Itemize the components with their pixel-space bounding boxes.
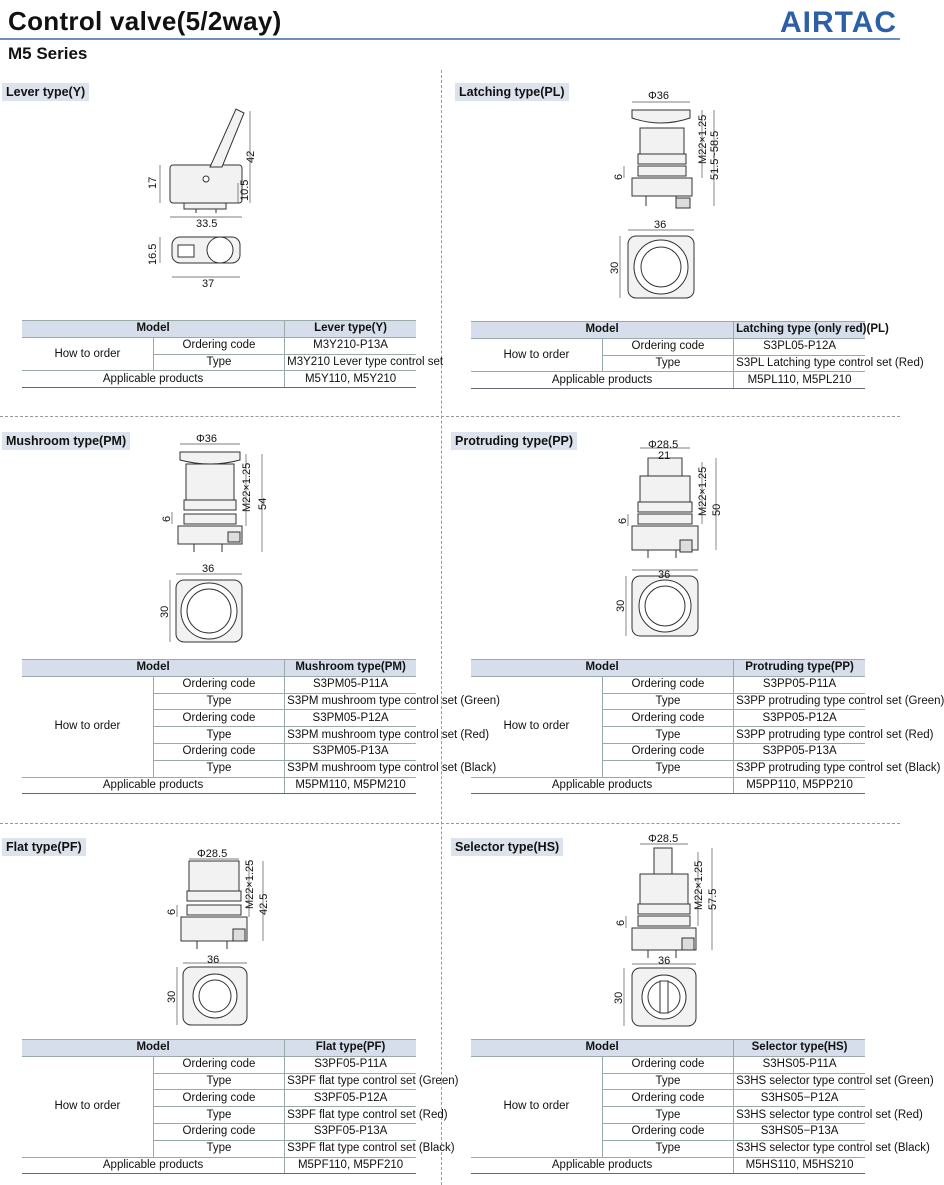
row-value: S3PF05-P13A bbox=[285, 1123, 416, 1140]
logo-text: AIRTAC bbox=[780, 6, 898, 39]
row-kind: Type bbox=[153, 354, 284, 371]
dim-lever-37: 37 bbox=[202, 278, 215, 290]
dim-latching-36: 36 bbox=[654, 219, 667, 231]
row-kind: Type bbox=[602, 760, 733, 777]
section-label-flat: Flat type(PF) bbox=[2, 838, 86, 856]
applicable-label: Applicable products bbox=[471, 1157, 734, 1174]
table-header: Flat type(PF) bbox=[285, 1040, 416, 1057]
applicable-value: M5Y110, M5Y210 bbox=[285, 371, 416, 388]
row-kind: Type bbox=[153, 1073, 284, 1090]
dim-flat-6: 6 bbox=[166, 908, 178, 915]
row-value: S3PL05-P12A bbox=[734, 338, 865, 355]
how-to-order-label: How to order bbox=[22, 337, 153, 371]
dim-mushroom-phi36: Φ36 bbox=[196, 433, 218, 445]
column-divider bbox=[441, 70, 442, 1185]
dim-selector-6: 6 bbox=[615, 919, 627, 926]
dim-mushroom-30: 30 bbox=[159, 605, 171, 618]
row-kind: Type bbox=[602, 727, 733, 744]
row-value: S3PM mushroom type control set (Black) bbox=[285, 760, 416, 777]
model-header: Model bbox=[471, 322, 734, 339]
row-value: S3PF05-P11A bbox=[285, 1056, 416, 1073]
dim-mushroom-m22: M22×1.25 bbox=[241, 462, 253, 512]
model-header: Model bbox=[471, 660, 734, 677]
dim-protruding-50: 50 bbox=[711, 503, 723, 516]
row-kind: Type bbox=[602, 1140, 733, 1157]
how-to-order-label: How to order bbox=[471, 676, 602, 777]
applicable-value: M5PM110, M5PM210 bbox=[285, 777, 416, 794]
row-kind: Type bbox=[602, 1073, 733, 1090]
dim-latching-m22: M22×1.25 bbox=[697, 114, 709, 164]
row-value: S3PM05-P11A bbox=[285, 676, 416, 693]
dim-flat-36: 36 bbox=[207, 954, 220, 966]
row-kind: Ordering code bbox=[153, 743, 284, 760]
latching-type-drawing bbox=[610, 88, 740, 303]
row-value: S3PP protruding type control set (Green) bbox=[734, 693, 865, 710]
latching-spec-table bbox=[471, 321, 924, 389]
dim-protruding-6: 6 bbox=[617, 517, 629, 524]
row-value: S3PF flat type control set (Green) bbox=[285, 1073, 416, 1090]
row-value: S3PF flat type control set (Red) bbox=[285, 1107, 416, 1124]
row-value: S3HS selector type control set (Black) bbox=[734, 1140, 865, 1157]
row-kind: Ordering code bbox=[153, 676, 284, 693]
row-kind: Type bbox=[153, 1107, 284, 1124]
row-kind: Ordering code bbox=[602, 676, 733, 693]
row-kind: Type bbox=[153, 1140, 284, 1157]
protruding-type-drawing bbox=[610, 436, 730, 641]
table-header: Selector type(HS) bbox=[734, 1040, 865, 1057]
row-kind: Type bbox=[602, 1107, 733, 1124]
row-kind: Ordering code bbox=[153, 1056, 284, 1073]
dim-lever-17: 17 bbox=[147, 176, 159, 189]
dim-selector-m22: M22×1.25 bbox=[693, 860, 705, 910]
dim-protruding-21: 21 bbox=[658, 450, 671, 462]
applicable-value: M5PF110, M5PF210 bbox=[285, 1157, 416, 1174]
row-value: S3PP protruding type control set (Red) bbox=[734, 727, 865, 744]
applicable-label: Applicable products bbox=[22, 371, 285, 388]
dim-flat-30: 30 bbox=[166, 990, 178, 1003]
row-value: S3PM mushroom type control set (Red) bbox=[285, 727, 416, 744]
table-header: Mushroom type(PM) bbox=[285, 660, 416, 677]
dim-latching-30: 30 bbox=[609, 261, 621, 274]
selector-spec-table bbox=[471, 1039, 934, 1174]
dim-lever-10-5: 10.5 bbox=[239, 179, 251, 201]
mushroom-spec-table bbox=[22, 659, 500, 794]
applicable-label: Applicable products bbox=[22, 777, 285, 794]
selector-type-drawing bbox=[612, 830, 730, 1030]
row-value: S3PP05-P12A bbox=[734, 710, 865, 727]
dim-selector-36: 36 bbox=[658, 955, 671, 967]
row-kind: Type bbox=[153, 760, 284, 777]
row-value: S3PP protruding type control set (Black) bbox=[734, 760, 865, 777]
table-header: Latching type (only red)(PL) bbox=[734, 322, 865, 339]
table-header: Lever type(Y) bbox=[285, 321, 416, 338]
dim-protruding-36: 36 bbox=[658, 569, 671, 581]
row-divider-1 bbox=[0, 416, 900, 417]
row-value: S3PM05-P13A bbox=[285, 743, 416, 760]
dim-lever-42: 42 bbox=[245, 150, 257, 163]
dim-flat-42-5: 42.5 bbox=[258, 893, 270, 915]
row-kind: Type bbox=[153, 727, 284, 744]
row-value: S3HS selector type control set (Green) bbox=[734, 1073, 865, 1090]
row-value: S3HS05−P13A bbox=[734, 1123, 865, 1140]
dim-protruding-m22: M22×1.25 bbox=[697, 466, 709, 516]
dim-selector-57-5: 57.5 bbox=[707, 888, 719, 910]
applicable-value: M5PP110, M5PP210 bbox=[734, 777, 865, 794]
row-value: S3PM mushroom type control set (Green) bbox=[285, 693, 416, 710]
row-kind: Ordering code bbox=[602, 1056, 733, 1073]
row-value: S3HS05−P12A bbox=[734, 1090, 865, 1107]
lever-type-drawing bbox=[140, 105, 280, 295]
row-value: S3PF flat type control set (Black) bbox=[285, 1140, 416, 1157]
row-kind: Ordering code bbox=[153, 710, 284, 727]
page-title: Control valve(5/2way) bbox=[8, 6, 282, 36]
row-value: S3HS05-P11A bbox=[734, 1056, 865, 1073]
applicable-value: M5PL110, M5PL210 bbox=[734, 372, 865, 389]
applicable-label: Applicable products bbox=[22, 1157, 285, 1174]
row-value: S3PP05-P13A bbox=[734, 743, 865, 760]
dim-mushroom-6: 6 bbox=[161, 515, 173, 522]
row-value: S3PM05-P12A bbox=[285, 710, 416, 727]
row-value: S3PF05-P12A bbox=[285, 1090, 416, 1107]
row-value: M3Y210-P13A bbox=[285, 337, 416, 354]
protruding-spec-table bbox=[471, 659, 944, 794]
mushroom-type-drawing bbox=[160, 432, 280, 647]
dim-lever-16-5: 16.5 bbox=[147, 243, 159, 265]
dim-lever-33-5: 33.5 bbox=[196, 218, 218, 230]
section-label-protruding: Protruding type(PP) bbox=[451, 432, 577, 450]
section-label-selector: Selector type(HS) bbox=[451, 838, 563, 856]
row-kind: Type bbox=[153, 693, 284, 710]
row-kind: Type bbox=[602, 355, 733, 372]
dim-latching-51-5: 51.5~58.5 bbox=[709, 130, 721, 180]
model-header: Model bbox=[22, 660, 285, 677]
row-kind: Ordering code bbox=[153, 337, 284, 354]
row-value: S3PP05-P11A bbox=[734, 676, 865, 693]
page-subtitle: M5 Series bbox=[8, 44, 88, 63]
dim-protruding-phi28-5: Φ28.5 bbox=[648, 439, 679, 451]
applicable-label: Applicable products bbox=[471, 777, 734, 794]
how-to-order-label: How to order bbox=[471, 1056, 602, 1157]
section-label-mushroom: Mushroom type(PM) bbox=[2, 432, 130, 450]
dim-mushroom-36: 36 bbox=[202, 563, 215, 575]
row-kind: Ordering code bbox=[153, 1123, 284, 1140]
row-kind: Type bbox=[602, 693, 733, 710]
dim-latching-phi36: Φ36 bbox=[648, 90, 670, 102]
row-kind: Ordering code bbox=[602, 338, 733, 355]
lever-spec-table bbox=[22, 320, 444, 388]
airtac-logo bbox=[778, 4, 898, 39]
row-kind: Ordering code bbox=[602, 743, 733, 760]
dim-selector-30: 30 bbox=[613, 991, 625, 1004]
how-to-order-label: How to order bbox=[22, 676, 153, 777]
applicable-value: M5HS110, M5HS210 bbox=[734, 1157, 865, 1174]
row-kind: Ordering code bbox=[602, 710, 733, 727]
model-header: Model bbox=[471, 1040, 734, 1057]
how-to-order-label: How to order bbox=[471, 338, 602, 372]
row-value: S3HS selector type control set (Red) bbox=[734, 1107, 865, 1124]
header-rule bbox=[0, 38, 900, 40]
how-to-order-label: How to order bbox=[22, 1056, 153, 1157]
applicable-label: Applicable products bbox=[471, 372, 734, 389]
row-value: S3PL Latching type control set (Red) bbox=[734, 355, 865, 372]
row-divider-2 bbox=[0, 823, 900, 824]
model-header: Model bbox=[22, 321, 285, 338]
model-header: Model bbox=[22, 1040, 285, 1057]
row-value: M3Y210 Lever type control set bbox=[285, 354, 416, 371]
table-header: Protruding type(PP) bbox=[734, 660, 865, 677]
flat-spec-table bbox=[22, 1039, 459, 1174]
dim-mushroom-54: 54 bbox=[257, 497, 269, 510]
row-kind: Ordering code bbox=[153, 1090, 284, 1107]
dim-protruding-30: 30 bbox=[615, 599, 627, 612]
dim-flat-phi28-5: Φ28.5 bbox=[197, 848, 228, 860]
dim-selector-phi28-5: Φ28.5 bbox=[648, 833, 679, 845]
flat-type-drawing bbox=[165, 845, 280, 1030]
section-label-lever: Lever type(Y) bbox=[2, 83, 89, 101]
dim-flat-m22: M22×1.25 bbox=[244, 859, 256, 909]
row-kind: Ordering code bbox=[602, 1123, 733, 1140]
section-label-latching: Latching type(PL) bbox=[455, 83, 569, 101]
dim-latching-6: 6 bbox=[613, 173, 625, 180]
row-kind: Ordering code bbox=[602, 1090, 733, 1107]
